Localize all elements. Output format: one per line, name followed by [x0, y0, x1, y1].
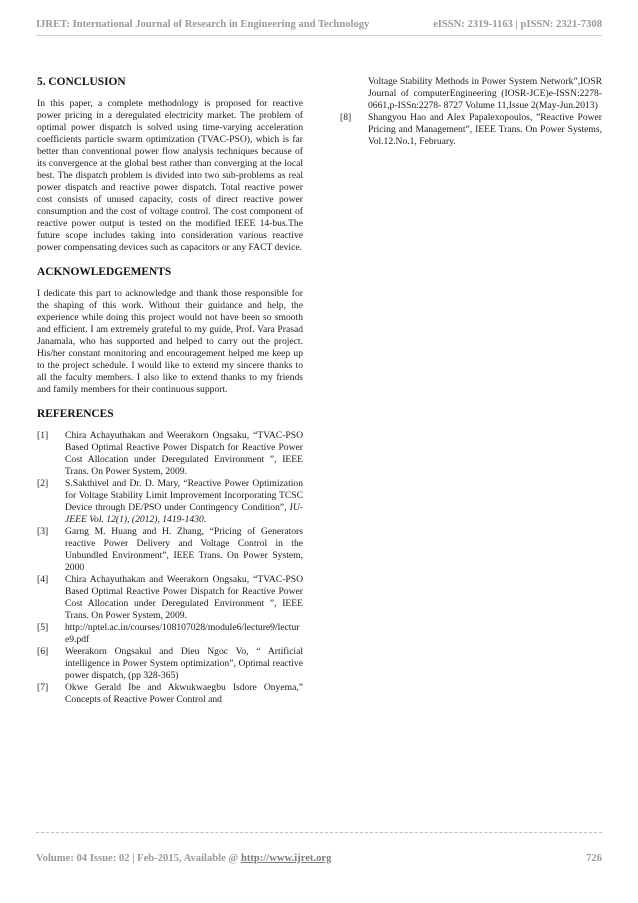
reference-8 [340, 112, 602, 148]
acknowledgements-heading: ACKNOWLEDGEMENTS [37, 266, 172, 278]
reference-text: Chira Achayuthakan and Weerakorn Ongsaku, “TVAC-PSO Based Optimal Reactive Power Dispatch for Reactive Power Cost Allocation under Deregulated Environment ”, IEEE Trans. On Power System, 2009. [65, 574, 303, 621]
reference-6 [37, 646, 303, 682]
reference-number: [4] [37, 574, 49, 585]
reference-number: [5] [37, 622, 49, 633]
right-column [340, 76, 602, 148]
reference-7 [37, 682, 303, 706]
reference-link[interactable]: http://nptel.ac.in/courses/108107028/module6/lecture9/lecture9.pdf [65, 622, 300, 645]
footer-link[interactable]: http://www.ijret.org [240, 852, 332, 864]
reference-text: Chira Achayuthakan and Weerakorn Ongsaku, “TVAC-PSO Based Optimal Reactive Power Dispatch for Reactive Power Cost Allocation under Deregulated Environment ”, IEEE Trans. On Power System, 2009. [65, 430, 303, 477]
left-column [37, 76, 303, 706]
page-footer [36, 850, 602, 866]
conclusion-text: In this paper, a complete methodology is proposed for reactive power pricing in a deregulated electricity market. The problem of optimal power dispatch is solved using time-varying acceleration coefficients particle swarm optimization (TVAC-PSO), which is far better than conventional power flow analysis techniques because of its convergence at the global best rather than converging at the local best. The dispatch problem is divided into two sub-problems as real power dispatch and reactive power dispatch. Total reactive power cost consists of unused capacity, costs of direct reactive power consumption and the cost of voltage control. The cost component of reactive power output is tested on the modified IEEE 14-bus.The future scope includes taking into consideration various reactive power compensating devices such as capacitors or any FACT device. [37, 98, 303, 253]
reference-5 [37, 622, 303, 646]
reference-3 [37, 526, 303, 574]
reference-2 [37, 478, 303, 526]
reference-4 [37, 574, 303, 622]
footer-divider [36, 832, 602, 833]
acknowledgements-section [37, 266, 303, 396]
page-number: 726 [586, 852, 602, 864]
reference-text: Shangyou Hao and Alex Papalexopoulos, ”Reactive Power Pricing and Management”, IEEE Trans. On Power Systems, Vol.12.No.1, February. [368, 112, 602, 147]
reference-text: Voltage Stability Methods in Power System Network”,IOSR Journal of computerEngineering (IOSR-JCE)e-ISSN:2278-0661,p-ISSn:2278- 8727 Volume 11,Issue 2(May-Jun.2013) [368, 76, 602, 111]
reference-number: [2] [37, 478, 49, 489]
reference-text: Okwe Gerald Ibe and Akwukwaegbu Isdore Onyema,” Concepts of Reactive Power Control and [65, 682, 303, 705]
reference-number: [7] [37, 682, 49, 693]
references-section [37, 408, 303, 706]
references-list [37, 430, 303, 706]
reference-1 [37, 430, 303, 478]
conclusion-heading: 5. CONCLUSION [37, 76, 126, 88]
journal-issn: eISSN: 2319-1163 | pISSN: 2321-7308 [433, 19, 602, 30]
journal-title: IJRET: International Journal of Research in Engineering and Technology [36, 19, 370, 30]
references-heading: REFERENCES [37, 408, 114, 420]
reference-number: [1] [37, 430, 49, 441]
reference-text: Weerakorn Ongsakul and Dieu Ngoc Vo, “ Artificial intelligence in Power System optimization”, Optimal reactive power dispatch, (pp 328-365) [65, 646, 303, 681]
acknowledgements-text: I dedicate this part to acknowledge and thank those responsible for the shaping of this work. Without their guidance and help, the experience while doing this project would not have been so smooth and efficient. I am extremely grateful to my guide, Prof. Vara Prasad Janamala, who has supported and helped to carry out the project. His/her constant monitoring and encouragement helped me keep up to the project schedule. I would like to extend my sincere thanks to all the faculty members. I also like to extend thanks to my friends and family members for their continuous support. [37, 288, 303, 395]
reference-number: [3] [37, 526, 49, 537]
reference-text: Garng M. Huang and H. Zhang, “Pricing of Generators reactive Power Delivery and Voltage Control in the Unbundled Environment”, IEEE Trans. On Power System, 2000 [65, 526, 303, 573]
reference-text [65, 478, 303, 526]
footer-volume-info: Volume: 04 Issue: 02 | Feb-2015, Available @ [36, 852, 239, 864]
reference-number: [8] [340, 112, 352, 123]
conclusion-section [37, 76, 303, 254]
reference-text-main: S.Sakthivel and Dr. D. Mary, “Reactive Power Optimization for Voltage Stability Limit Improvement Incorporating TCSC Device through DE/PSO under Contingency Condition”, [65, 478, 303, 513]
reference-text-italic: IU-JEEE Vol. 12(1), (2012), 1419-1430. [65, 502, 303, 525]
reference-7-continuation [340, 76, 602, 112]
page-header [36, 14, 602, 36]
footer-info [36, 853, 331, 864]
reference-number: [6] [37, 646, 49, 657]
